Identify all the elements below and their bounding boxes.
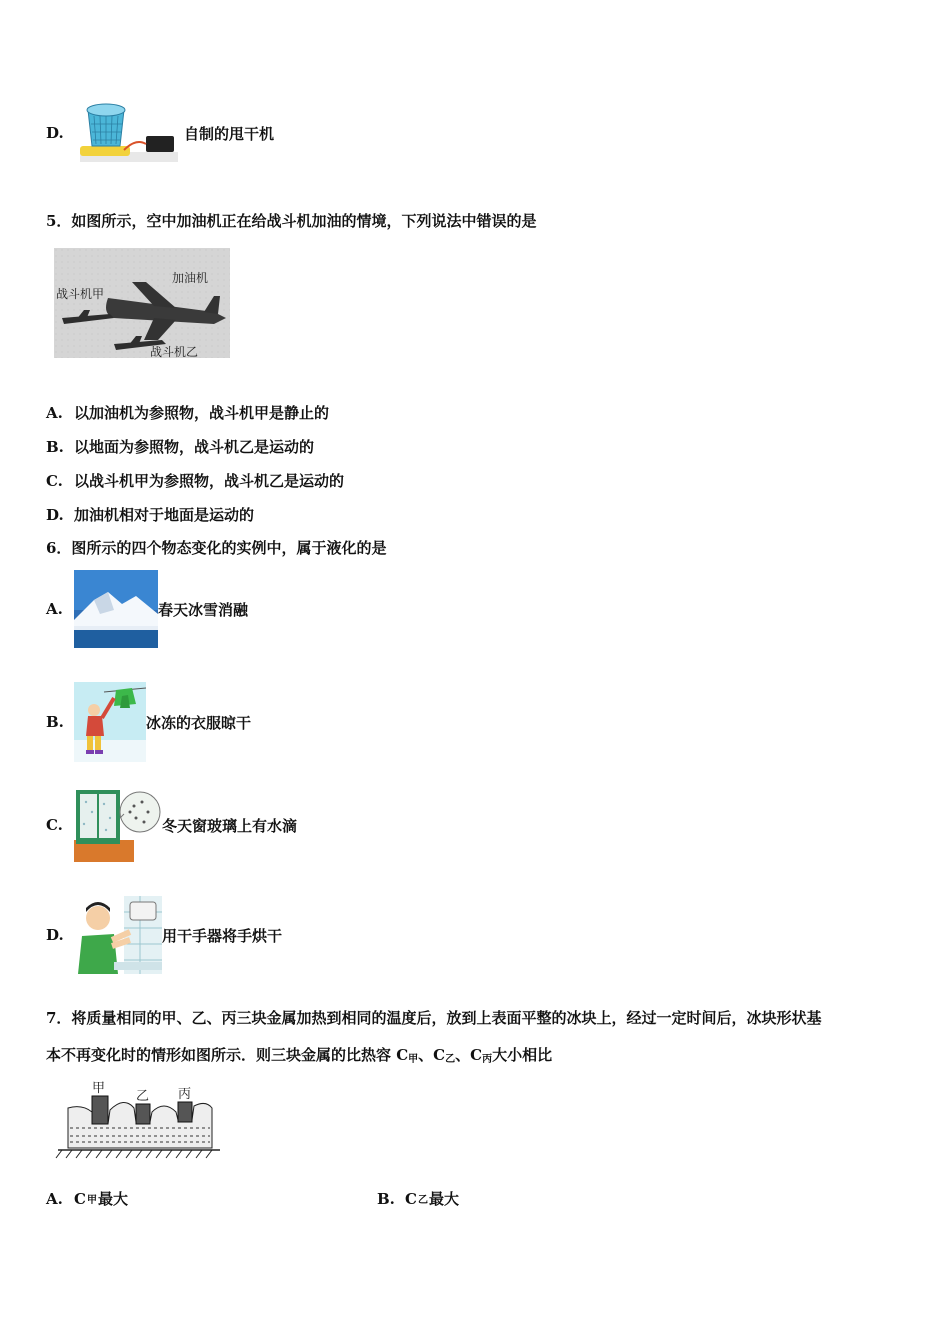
option-letter: B. (377, 1189, 395, 1208)
label-fighter-b: 战斗机乙 (150, 345, 199, 358)
label-fighter-a: 战斗机甲 (56, 287, 105, 301)
option-text: 以加油机为参照物，战斗机甲是静止的 (74, 404, 330, 422)
option-letter: D. (46, 505, 64, 524)
q6-option-c[interactable] (46, 788, 297, 862)
stem-text: 、C (418, 1046, 446, 1064)
option-text: 最大 (428, 1190, 459, 1208)
q7-stem-line1: 7．将质量相同的甲、乙、丙三块金属加热到相同的温度后，放到上表面平整的冰块上，经过一定时间后，冰块形状基 (46, 1009, 822, 1027)
option-text: 以战斗机甲为参照物，战斗机乙是运动的 (74, 472, 345, 490)
subscript-bing: 丙 (482, 1054, 493, 1065)
option-letter: B. (46, 437, 64, 456)
hand-dryer-image (74, 896, 162, 974)
stem-text: 大小相比 (492, 1046, 553, 1064)
q7-option-b[interactable] (377, 1188, 459, 1209)
frozen-clothes-image (74, 682, 146, 762)
label-bing: 丙 (178, 1087, 192, 1102)
option-letter: B. (46, 713, 64, 731)
label-tanker: 加油机 (172, 271, 209, 285)
option-text: 用干手器将手烘干 (162, 926, 283, 945)
option-text: 加油机相对于地面是运动的 (74, 506, 255, 524)
q4-option-d[interactable] (46, 100, 274, 166)
q6-option-a[interactable] (46, 570, 248, 648)
option-subscript: 甲 (86, 1195, 97, 1206)
subscript-yi: 乙 (445, 1054, 456, 1065)
q6-stem: 6．图所示的四个物态变化的实例中，属于液化的是 (46, 539, 387, 557)
stem-text: 本不再变化时的情形如图所示．则三块金属的比热容 C (46, 1046, 409, 1064)
q5-stem: 5．如图所示，空中加油机正在给战斗机加油的情境，下列说法中错误的是 (46, 212, 537, 230)
option-letter: D. (46, 124, 64, 142)
ice-metal-figure (52, 1078, 224, 1166)
spin-dryer-image (74, 100, 180, 166)
q7-option-a[interactable] (46, 1188, 128, 1209)
q6-option-d[interactable] (46, 896, 282, 974)
q7-stem-line2 (46, 1045, 552, 1070)
option-text: 冬天窗玻璃上有水滴 (162, 816, 298, 835)
option-text: 冰冻的衣服晾干 (146, 713, 252, 732)
q5-option-c[interactable] (46, 470, 344, 491)
label-jia: 甲 (92, 1081, 106, 1096)
q5-option-d[interactable] (46, 504, 254, 525)
option-text: 最大 (97, 1190, 128, 1208)
option-letter: C. (46, 816, 63, 834)
window-droplets-image (74, 788, 162, 862)
refueling-figure (54, 248, 230, 358)
option-letter: D. (46, 926, 64, 944)
option-text: 春天冰雪消融 (158, 600, 249, 619)
option-letter: A. (46, 403, 63, 422)
option-c: C (74, 1189, 86, 1208)
option-letter: A. (46, 600, 63, 618)
option-letter: A. (46, 1189, 63, 1208)
q5-option-a[interactable] (46, 402, 329, 423)
stem-text: 、C (455, 1046, 483, 1064)
option-text: 以地面为参照物，战斗机乙是运动的 (74, 438, 315, 456)
label-yi: 乙 (136, 1089, 150, 1104)
q6-option-b[interactable] (46, 682, 251, 762)
subscript-jia: 甲 (408, 1054, 419, 1065)
option-text: 自制的甩干机 (184, 124, 275, 143)
option-c: C (405, 1189, 417, 1208)
q5-option-b[interactable] (46, 436, 314, 457)
snow-mountain-image (74, 570, 158, 648)
option-letter: C. (46, 471, 63, 490)
option-subscript: 乙 (417, 1195, 428, 1206)
